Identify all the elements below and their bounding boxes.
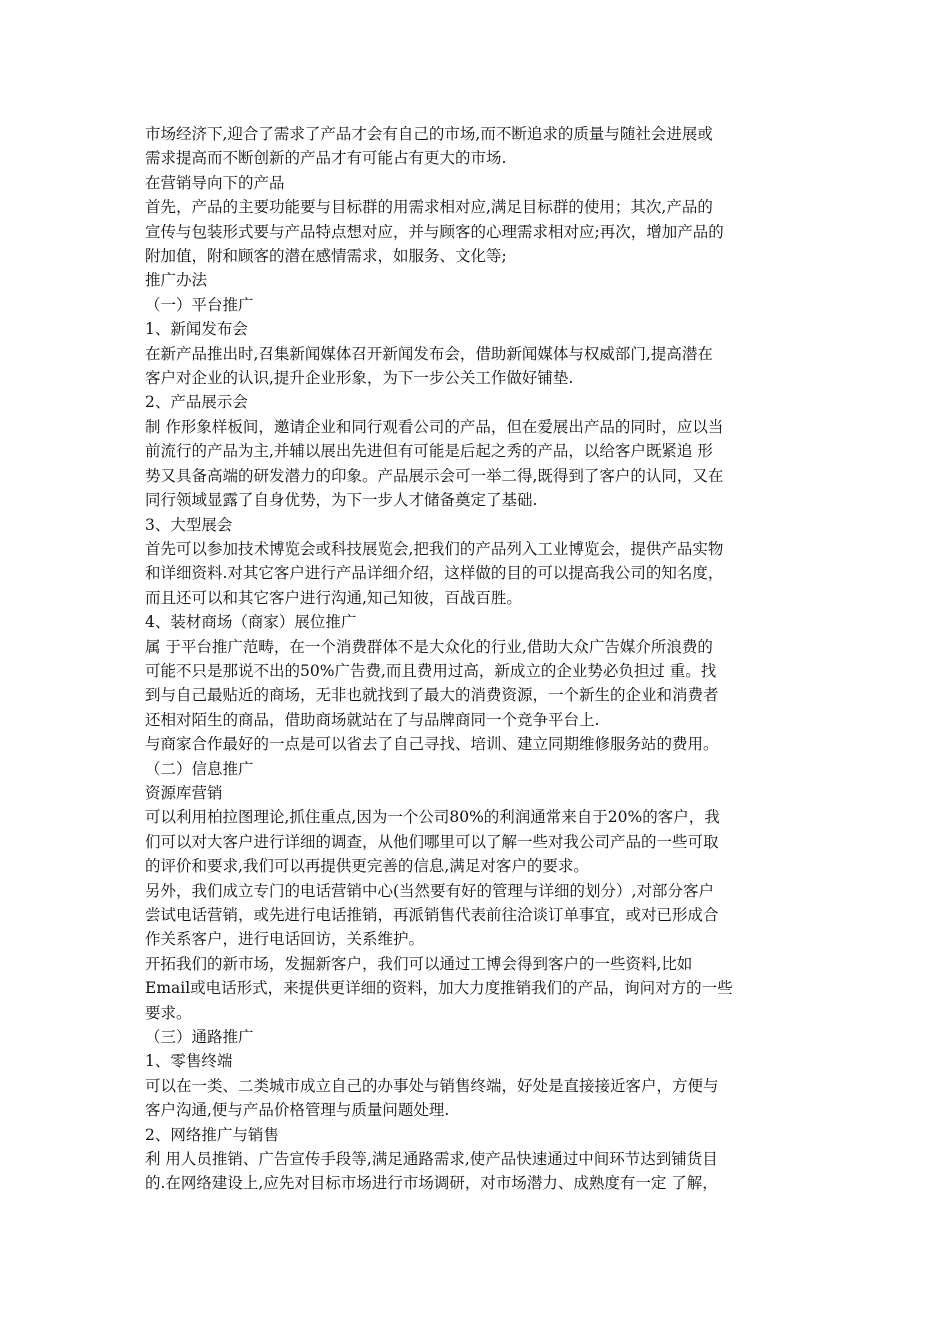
text-line: 们可以对大客户进行详细的调查，从他们哪里可以了解一些对我公司产品的一些可取	[145, 832, 719, 851]
text-line: 属 于平台推广范畴，在一个消费群体不是大众化的行业,借助大众广告媒介所浪费的	[145, 637, 713, 656]
text-line: 制 作形象样板间，邀请企业和同行观看公司的产品，但在爱展出产品的同时，应以当	[145, 417, 724, 436]
text-line: 另外，我们成立专门的电话营销中心(当然要有好的管理与详细的划分）,对部分客户	[145, 881, 714, 900]
text-line: 客户沟通,便与产品价格管理与质量问题处理.	[145, 1101, 450, 1120]
text-line: 到与自己最贴近的商场，无非也就找到了最大的消费资源，一个新生的企业和消费者	[145, 686, 719, 705]
text-line: 开拓我们的新市场，发掘新客户，我们可以通过工博会得到客户的一些资料,比如	[145, 954, 693, 973]
section-heading: （三）通路推广	[145, 1028, 254, 1047]
text-line: 首先可以参加技术博览会或科技展览会,把我们的产品列入工业博览会，提供产品实物	[145, 539, 724, 558]
text-line: 在新产品推出时,召集新闻媒体召开新闻发布会，借助新闻媒体与权威部门,提高潜在	[145, 344, 713, 363]
text-line: 附加值，附和顾客的潜在感情需求，如服务、文化等;	[145, 247, 507, 266]
text-line: 客户对企业的认识,提升企业形象，为下一步公关工作做好铺垫.	[145, 369, 574, 388]
subsection-heading: 3、大型展会	[145, 515, 233, 534]
subsection-heading: 2、产品展示会	[145, 393, 248, 412]
text-line: 宣传与包装形式要与产品特点想对应，并与顾客的心理需求相对应;再次，增加产品的	[145, 222, 724, 241]
text-line: 尝试电话营销，或先进行电话推销，再派销售代表前往洽谈订单事宜，或对已形成合	[145, 906, 719, 924]
text-line: 要求。	[145, 1003, 192, 1022]
text-line: 和详细资料.对其它客户进行产品详细介绍，这样做的目的可以提高我公司的知名度，	[145, 564, 724, 583]
section-heading: （二）信息推广	[145, 759, 254, 778]
text-line: 作关系客户，进行电话回访，关系维护。	[145, 930, 425, 949]
text-line: 可以在一类、二类城市成立自己的办事处与销售终端，好处是直接接近客户，方便与	[145, 1076, 719, 1095]
text-line: 同行领域显露了自身优势，为下一步人才储备奠定了基础.	[145, 491, 538, 510]
section-heading: 在营销导向下的产品	[145, 173, 285, 192]
text-line: 需求提高而不断创新的产品才有可能占有更大的市场.	[145, 149, 507, 168]
text-line: 还相对陌生的商品，借助商场就站在了与品牌商同一个竞争平台上.	[145, 710, 600, 729]
text-line: 可以利用柏拉图理论,抓住重点,因为一个公司80%的利润通常来自于20%的客户，我	[145, 808, 720, 827]
text-line: 势又具备高端的研发潜力的印象。产品展示会可一举二得,既得到了客户的认同，又在	[145, 466, 724, 485]
subsection-heading: 资源库营销	[145, 783, 223, 802]
subsection-heading: 4、装材商场（商家）展位推广	[145, 613, 357, 632]
text-line: 市场经济下,迎合了需求了产品才会有自己的市场,而不断追求的质量与随社会进展或	[145, 125, 713, 143]
text-line: 利 用人员推销、广告宣传手段等,满足通路需求,使产品快速通过中间环节达到铺货目	[145, 1150, 718, 1169]
text-line: 首先，产品的主要功能要与目标群的用需求相对应,满足目标群的使用；其次,产品的	[145, 198, 713, 217]
section-heading: （一）平台推广	[145, 295, 254, 314]
text-line: 可能不只是那说不出的50%广告费,而且费用过高，新成立的企业势必负担过 重。找	[145, 661, 717, 680]
text-line: 的.在网络建设上,应先对目标市场进行市场调研，对市场潜力、成熟度有一定 了解，	[145, 1174, 718, 1193]
text-line: 前流行的产品为主,并辅以展出先进但有可能是后起之秀的产品，以给客户既紧追 形	[145, 442, 713, 461]
text-line: 而且还可以和其它客户进行沟通,知己知彼，百战百胜。	[145, 588, 522, 607]
subsection-heading: 2、网络推广与销售	[145, 1125, 279, 1144]
text-line: 的评价和要求,我们可以再提供更完善的信息,满足对客户的要求。	[145, 857, 589, 876]
subsection-heading: 1、零售终端	[145, 1052, 233, 1071]
section-heading: 推广办法	[145, 271, 208, 290]
document-body	[145, 122, 810, 1196]
subsection-heading: 1、新闻发布会	[145, 320, 248, 339]
text-line: 与商家合作最好的一点是可以省去了自己寻找、培训、建立同期维修服务站的费用。	[145, 735, 719, 754]
text-line: Email或电话形式，来提供更详细的资料，加大力度推销我们的产品，询问对方的一些	[145, 979, 733, 998]
